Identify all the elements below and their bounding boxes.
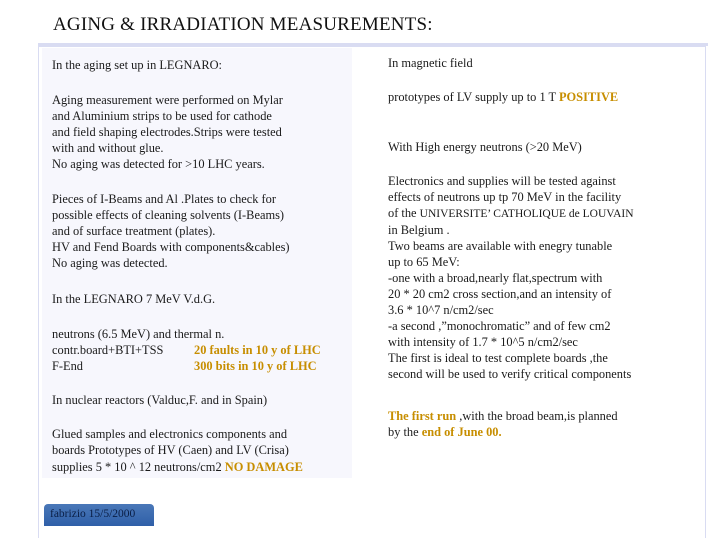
electronics-paragraph xyxy=(388,173,634,382)
first-run-highlight: The first run xyxy=(388,409,457,423)
ibeam-line: HV and Fend Boards with components&cables) xyxy=(52,240,290,254)
contr-value: 20 faults in 10 y of LHC xyxy=(194,343,321,357)
first-run-rest: ,with the broad beam,is planned xyxy=(456,409,618,423)
aging-line: and Aluminium strips to be used for cathode xyxy=(52,109,272,123)
prototypes-line xyxy=(388,89,618,105)
belgium-line: 3.6 * 10^7 n/cm2/sec xyxy=(388,303,494,317)
ibeam-line: and of surface treatment (plates). xyxy=(52,224,216,238)
supplies-line xyxy=(52,459,303,475)
footer-author-date: fabrizio 15/5/2000 xyxy=(50,508,136,520)
aging-line: and field shaping electrodes.Strips were tested xyxy=(52,125,282,139)
belgium-line: in Belgium . xyxy=(388,223,450,237)
first-run-line xyxy=(388,408,618,424)
belgium-line: second will be used to verify critical components xyxy=(388,367,632,381)
magnetic-header: In magnetic field xyxy=(388,56,473,70)
belgium-line: 20 * 20 cm2 cross section,and an intensity of xyxy=(388,287,612,301)
fend-value: 300 bits in 10 y of LHC xyxy=(194,359,317,373)
prototypes-text: prototypes of LV supply up to 1 T xyxy=(388,90,556,104)
universite-name: UNIVERSITE’ CATHOLIQUE de LOUVAIN xyxy=(419,208,634,220)
neutrons-header: With High energy neutrons (>20 MeV) xyxy=(388,140,582,154)
legnaro-7mev: In the LEGNARO 7 MeV V.d.G. xyxy=(52,292,216,306)
no-damage: NO DAMAGE xyxy=(224,460,303,474)
glued-line: boards Prototypes of HV (Caen) and LV (Crisa) xyxy=(52,443,289,457)
aging-line: with and without glue. xyxy=(52,141,164,155)
aging-line: No aging was detected for >10 LHC years. xyxy=(52,157,265,171)
belgium-line: with intensity of 1.7 * 10^5 n/cm2/sec xyxy=(388,335,578,349)
glued-paragraph xyxy=(52,426,289,458)
aging-paragraph xyxy=(52,92,283,172)
belgium-line: -one with a broad,nearly flat,spectrum with xyxy=(388,271,603,285)
supplies-text: supplies 5 * 10 ^ 12 neutrons/cm2 xyxy=(52,460,222,474)
ibeam-line: Pieces of I-Beams and Al .Plates to check for xyxy=(52,192,276,206)
aging-line: Aging measurement were performed on Mylar xyxy=(52,93,283,107)
fend-label: F-End xyxy=(52,359,83,373)
ibeam-line: possible effects of cleaning solvents (I-Beams) xyxy=(52,208,285,222)
belgium-line: The first is ideal to test complete boards ,the xyxy=(388,351,608,365)
ibeam-paragraph xyxy=(52,191,290,271)
glued-line: Glued samples and electronics components and xyxy=(52,427,288,441)
electronics-line: effects of neutrons up tp 70 MeV in the facility xyxy=(388,190,622,204)
of-the-text: of the xyxy=(388,206,420,220)
electronics-line: Electronics and supplies will be tested against xyxy=(388,174,616,188)
positive-label: POSITIVE xyxy=(558,90,619,104)
belgium-line: -a second ,”monochromatic” and of few cm2 xyxy=(388,319,611,333)
reactors-header: In nuclear reactors (Valduc,F. and in Spain) xyxy=(52,393,268,407)
end-june-highlight: end of June 00. xyxy=(421,425,502,439)
by-the-text: by the xyxy=(388,425,422,439)
page-title: AGING & IRRADIATION MEASUREMENTS: xyxy=(53,14,433,35)
ibeam-line: No aging was detected. xyxy=(52,256,168,270)
first-run-paragraph xyxy=(388,408,618,440)
contr-label: contr.board+BTI+TSS xyxy=(52,343,164,357)
neutrons-line: neutrons (6.5 MeV) and thermal n. xyxy=(52,327,225,341)
belgium-line: up to 65 MeV: xyxy=(388,255,460,269)
belgium-line: Two beams are available with enegry tunable xyxy=(388,239,613,253)
universite-line xyxy=(388,205,634,222)
end-june-line xyxy=(388,424,618,440)
legnaro-header: In the aging set up in LEGNARO: xyxy=(52,58,223,72)
